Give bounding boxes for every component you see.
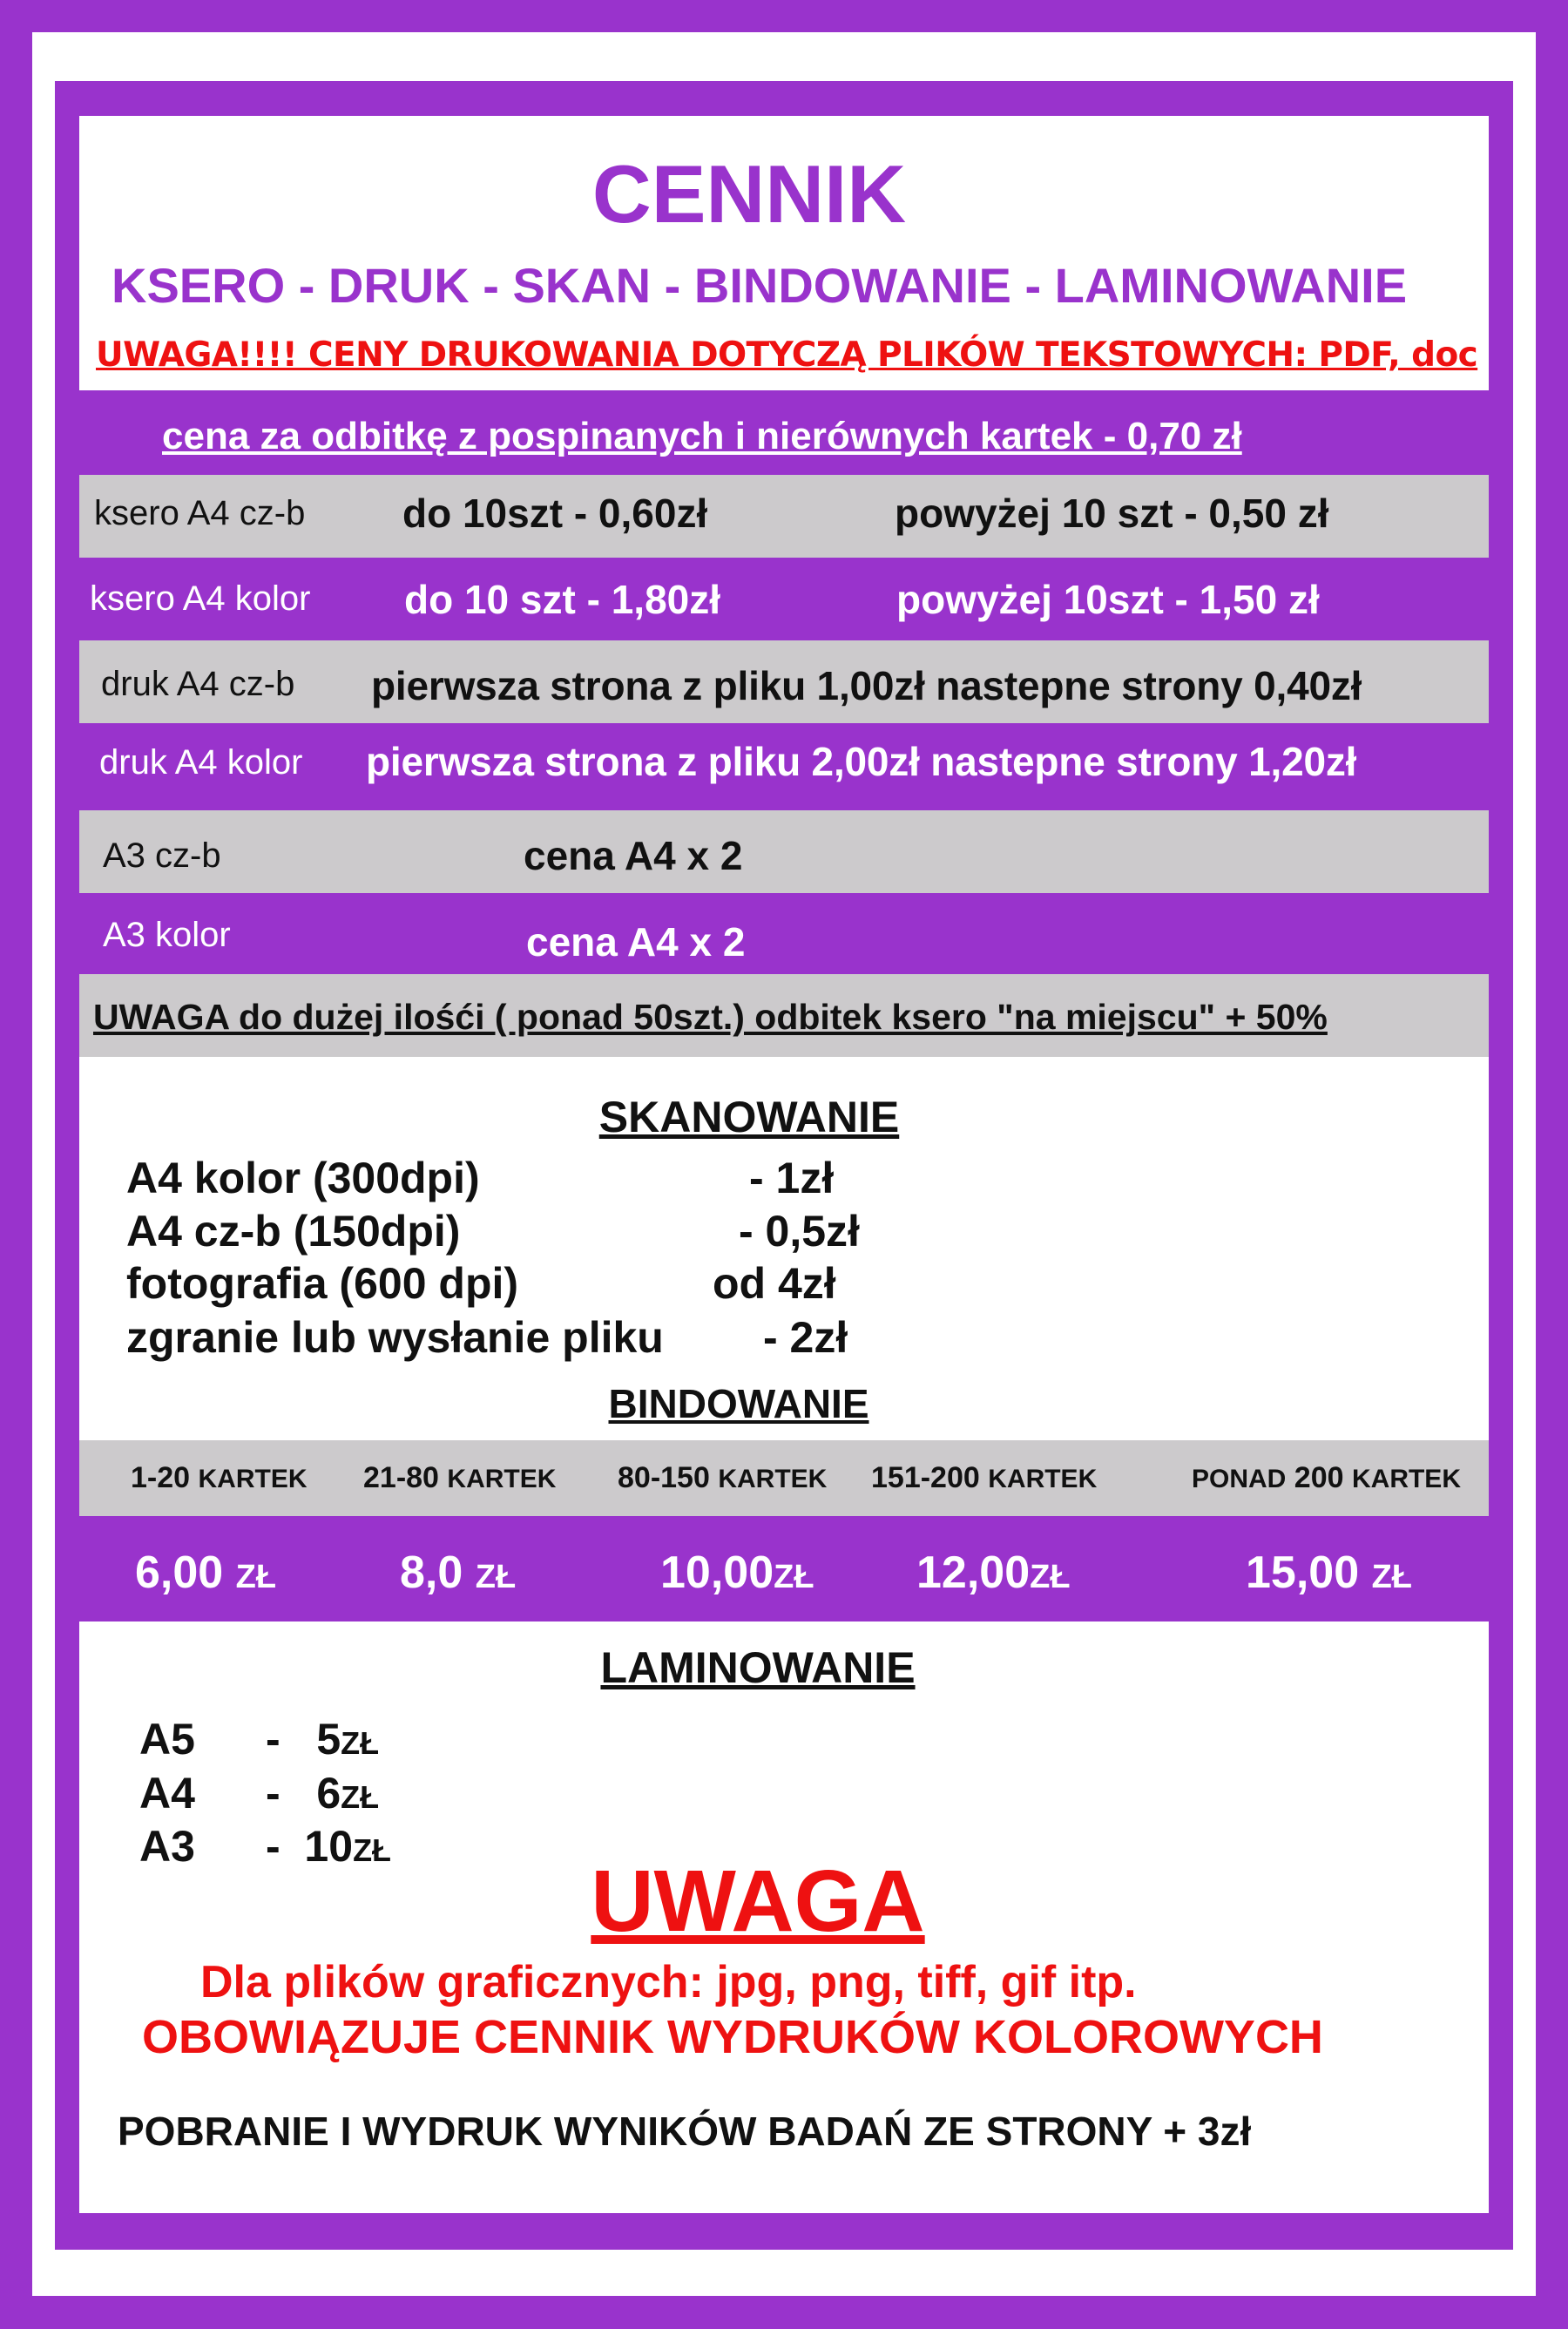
row-label: ksero A4 kolor bbox=[90, 579, 311, 618]
row-label: A3 kolor bbox=[103, 916, 231, 954]
price-currency: ZŁ bbox=[341, 1725, 380, 1761]
laminating-title: LAMINOWANIE bbox=[600, 1643, 916, 1692]
notice-graphics-files: Dla plików graficznych: jpg, png, tiff, gif itp. bbox=[200, 1957, 1137, 2007]
scanning-title: SKANOWANIE bbox=[598, 1093, 900, 1141]
laminating-format: A3 bbox=[139, 1822, 195, 1871]
binding-price bbox=[400, 1546, 516, 1604]
page-subtitle: KSERO - DRUK - SKAN - BINDOWANIE - LAMINOWANIE bbox=[112, 258, 1408, 313]
tier-range: 200 bbox=[1294, 1461, 1344, 1494]
row-a3-bw bbox=[79, 810, 1489, 893]
stapled-pages-note: cena za odbitkę z pospinanych i nierównych kartek - 0,70 zł bbox=[162, 415, 1242, 457]
row-label: druk A4 kolor bbox=[99, 743, 303, 782]
row-price-high: powyżej 10 szt - 0,50 zł bbox=[895, 491, 1329, 536]
tier-range: 80-150 bbox=[618, 1461, 710, 1494]
laminating-item bbox=[139, 1713, 195, 1765]
laminating-item bbox=[139, 1767, 195, 1819]
page-title: CENNIK bbox=[591, 148, 907, 240]
scan-item-price: - 1zł bbox=[749, 1154, 835, 1202]
price-currency: ZŁ bbox=[1371, 1559, 1413, 1595]
price-amount: 10,00 bbox=[660, 1547, 774, 1598]
row-price-text: cena A4 x 2 bbox=[524, 833, 743, 878]
tier-unit: KARTEK bbox=[718, 1465, 828, 1493]
price-currency: ZŁ bbox=[235, 1559, 277, 1595]
row-price-low: do 10szt - 0,60zł bbox=[402, 491, 708, 536]
laminating-price bbox=[266, 1767, 379, 1824]
binding-tier bbox=[871, 1459, 1097, 1499]
binding-price bbox=[135, 1546, 276, 1604]
tier-prefix: PONAD bbox=[1192, 1465, 1287, 1493]
row-price-text: cena A4 x 2 bbox=[526, 919, 746, 965]
tier-range: 151-200 bbox=[871, 1461, 980, 1494]
tier-range: 21-80 bbox=[363, 1461, 439, 1494]
laminating-price bbox=[266, 1820, 391, 1877]
scan-item-name: A4 kolor (300dpi) bbox=[126, 1154, 480, 1202]
laminating-format: A4 bbox=[139, 1769, 195, 1818]
scan-item-price: - 0,5zł bbox=[739, 1207, 860, 1256]
binding-tier bbox=[618, 1459, 827, 1499]
notice-lab-results: POBRANIE I WYDRUK WYNIKÓW BADAŃ ZE STRONY + 3zł bbox=[118, 2109, 1252, 2154]
scan-item-name: zgranie lub wysłanie pliku bbox=[126, 1313, 664, 1362]
price-amount: 6,00 bbox=[135, 1547, 224, 1598]
laminating-price bbox=[266, 1713, 379, 1770]
row-label: druk A4 cz-b bbox=[101, 665, 295, 703]
binding-price bbox=[660, 1546, 814, 1604]
tier-range: 1-20 bbox=[131, 1461, 191, 1494]
tier-unit: KARTEK bbox=[447, 1465, 557, 1493]
tier-unit: KARTEK bbox=[1351, 1465, 1461, 1493]
binding-title: BINDOWANIE bbox=[608, 1381, 869, 1426]
tier-unit: KARTEK bbox=[198, 1465, 308, 1493]
binding-tier bbox=[1192, 1459, 1461, 1499]
row-price-low: do 10 szt - 1,80zł bbox=[404, 577, 721, 622]
laminating-item bbox=[139, 1820, 195, 1872]
price-amount: - 5 bbox=[266, 1715, 341, 1764]
scan-item-price: - 2zł bbox=[763, 1313, 848, 1362]
binding-price bbox=[1246, 1546, 1412, 1604]
header-warning: UWAGA!!!! CENY DRUKOWANIA DOTYCZĄ PLIKÓW TEKSTOWYCH: PDF, doc bbox=[96, 335, 1478, 375]
price-amount: - 6 bbox=[266, 1769, 341, 1818]
notice-color-pricing: OBOWIĄZUJE CENNIK WYDRUKÓW KOLOROWYCH bbox=[142, 2011, 1323, 2063]
price-amount: 15,00 bbox=[1246, 1547, 1360, 1598]
price-currency: ZŁ bbox=[1030, 1559, 1071, 1595]
notice-title: UWAGA bbox=[591, 1852, 925, 1950]
binding-tier bbox=[363, 1459, 556, 1499]
tier-unit: KARTEK bbox=[988, 1465, 1098, 1493]
laminating-format: A5 bbox=[139, 1715, 195, 1764]
scan-item-name: A4 cz-b (150dpi) bbox=[126, 1207, 461, 1256]
price-currency: ZŁ bbox=[353, 1832, 392, 1868]
row-price-high: powyżej 10szt - 1,50 zł bbox=[896, 577, 1320, 622]
bulk-order-note: UWAGA do dużej ilośći ( ponad 50szt.) odbitek ksero "na miejscu" + 50% bbox=[93, 997, 1328, 1037]
scan-item-name: fotografia (600 dpi) bbox=[126, 1259, 519, 1308]
row-price-text: pierwsza strona z pliku 2,00zł nastepne strony 1,20zł bbox=[366, 739, 1357, 784]
price-currency: ZŁ bbox=[475, 1559, 517, 1595]
price-currency: ZŁ bbox=[774, 1559, 814, 1595]
scan-item-price: od 4zł bbox=[713, 1259, 836, 1308]
binding-tier bbox=[131, 1459, 308, 1499]
price-amount: - 10 bbox=[266, 1822, 354, 1871]
binding-price bbox=[916, 1546, 1071, 1604]
price-currency: ZŁ bbox=[341, 1779, 380, 1815]
row-label: ksero A4 cz-b bbox=[94, 494, 306, 532]
row-price-text: pierwsza strona z pliku 1,00zł nastepne strony 0,40zł bbox=[371, 663, 1362, 708]
price-amount: 8,0 bbox=[400, 1547, 463, 1598]
price-amount: 12,00 bbox=[916, 1547, 1031, 1598]
row-label: A3 cz-b bbox=[103, 836, 221, 875]
